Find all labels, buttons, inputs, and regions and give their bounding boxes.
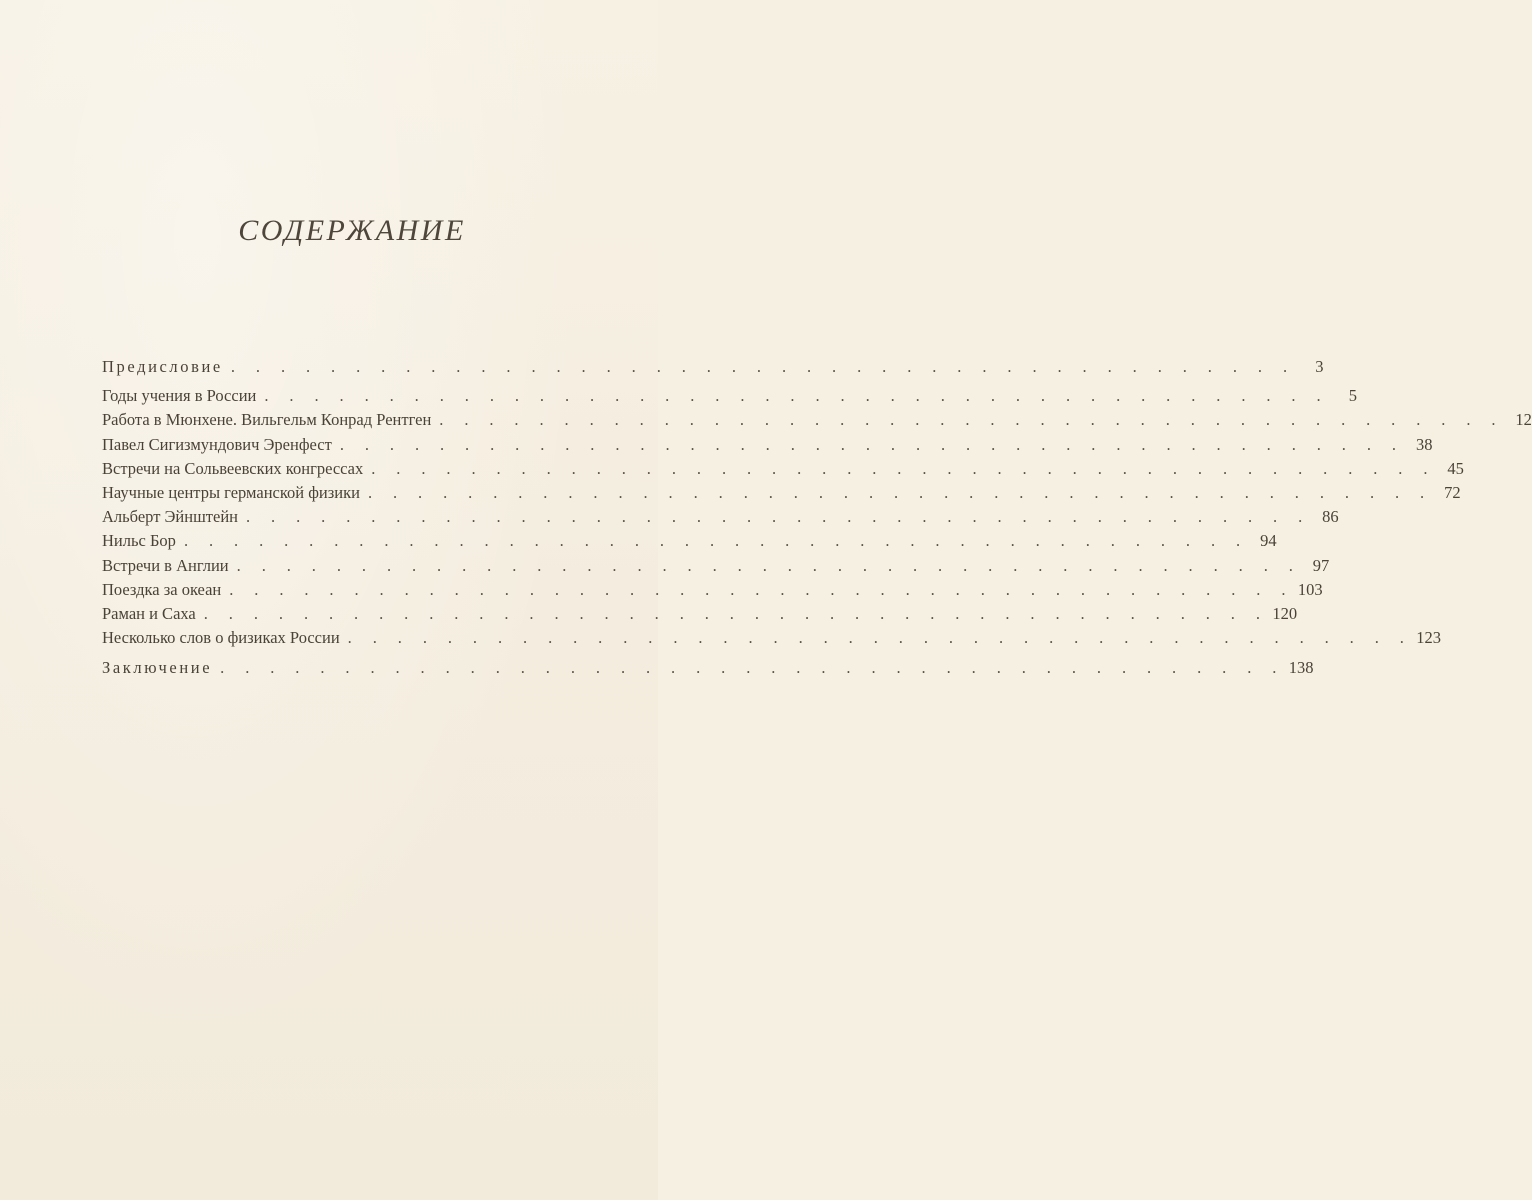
dot-leader: . . . . . . . . . . . . . . . . . . . . . . . . . . . . . . . . . . . . . . . . . . . <box>439 410 1504 430</box>
toc-entry <box>102 408 1532 432</box>
toc-entry <box>102 554 1330 578</box>
toc-entry-page: 103 <box>1297 579 1323 599</box>
dot-leader: . . . . . . . . . . . . . . . . . . . . . . . . . . . . . . . . . . . . . . . . . . . <box>230 357 1296 376</box>
toc-entry-title: Поездка за океан <box>102 579 222 599</box>
toc-entry-page: 138 <box>1288 658 1314 678</box>
toc-entry-title: Научные центры германской физики <box>102 482 360 502</box>
toc-entry <box>102 656 1314 680</box>
toc-entry <box>102 626 1442 650</box>
dot-leader: . . . . . . . . . . . . . . . . . . . . . . . . . . . . . . . . . . . . . . . . . . . <box>367 482 1433 502</box>
toc-entry-page: 94 <box>1260 531 1277 551</box>
toc-entry <box>102 384 1357 408</box>
dot-leader: . . . . . . . . . . . . . . . . . . . . . . . . . . . . . . . . . . . . . . . . . . . <box>203 603 1269 623</box>
toc-entry-title: Встречи в Англии <box>102 555 229 575</box>
toc-entry <box>102 529 1277 553</box>
dot-leader: . . . . . . . . . . . . . . . . . . . . . . . . . . . . . . . . . . . . . . . . . . . <box>229 579 1294 599</box>
dot-leader: . . . . . . . . . . . . . . . . . . . . . . . . . . . . . . . . . . . . . . . . . . . <box>339 434 1405 454</box>
toc-entry <box>102 481 1461 505</box>
toc-entry-page: 123 <box>1416 628 1442 648</box>
table-of-contents <box>102 355 1532 680</box>
dot-leader: . . . . . . . . . . . . . . . . . . . . . . . . . . . . . . . . . . . . . . . . . . . <box>347 628 1413 648</box>
toc-entry-page: 45 <box>1447 458 1464 478</box>
page-title: СОДЕРЖАНИЕ <box>238 214 466 247</box>
toc-entry-page: 97 <box>1312 555 1330 575</box>
toc-entry-title: Раман и Саха <box>102 603 196 623</box>
dot-leader: . . . . . . . . . . . . . . . . . . . . . . . . . . . . . . . . . . . . . . . . . . . <box>246 507 1311 527</box>
dot-leader: . . . . . . . . . . . . . . . . . . . . . . . . . . . . . . . . . . . . . . . . . . . <box>220 658 1285 678</box>
dot-leader: . . . . . . . . . . . . . . . . . . . . . . . . . . . . . . . . . . . . . . . . . . . <box>183 531 1249 551</box>
toc-entry-page: 3 <box>1315 357 1324 376</box>
toc-entry-title: Встречи на Сольвеевских конгрессах <box>102 458 364 478</box>
dot-leader: . . . . . . . . . . . . . . . . . . . . . . . . . . . . . . . . . . . . . . . . . . . <box>264 386 1329 406</box>
toc-entry-page: 72 <box>1444 482 1461 502</box>
toc-entry <box>102 457 1464 481</box>
toc-entry <box>102 602 1298 626</box>
toc-entry <box>102 505 1339 529</box>
toc-entry-title: Нильс Бор <box>102 531 176 551</box>
toc-entry-title: Несколько слов о физиках России <box>102 628 340 648</box>
dot-leader: . . . . . . . . . . . . . . . . . . . . . . . . . . . . . . . . . . . . . . . . . . . <box>236 555 1302 575</box>
toc-entry-title: Годы учения в России <box>102 386 257 406</box>
toc-entry-page: 120 <box>1272 603 1298 623</box>
dot-leader: . . . . . . . . . . . . . . . . . . . . . . . . . . . . . . . . . . . . . . . . . . . <box>371 458 1436 478</box>
toc-entry-page: 12 <box>1515 410 1532 430</box>
toc-entry <box>102 433 1433 457</box>
toc-entry <box>102 355 1324 379</box>
toc-entry-title: Заключение <box>102 658 213 678</box>
toc-entry-title: Работа в Мюнхене. Вильгельм Конрад Рентген <box>102 410 432 430</box>
toc-entry-title: Альберт Эйнштейн <box>102 507 238 527</box>
toc-entry-page: 86 <box>1322 507 1339 527</box>
toc-entry-page: 38 <box>1415 434 1433 454</box>
toc-entry <box>102 578 1323 602</box>
toc-entry-page: 5 <box>1348 386 1357 406</box>
toc-entry-title: Предисловие <box>102 357 223 376</box>
toc-entry-title: Павел Сигизмундович Эренфест <box>102 434 332 454</box>
